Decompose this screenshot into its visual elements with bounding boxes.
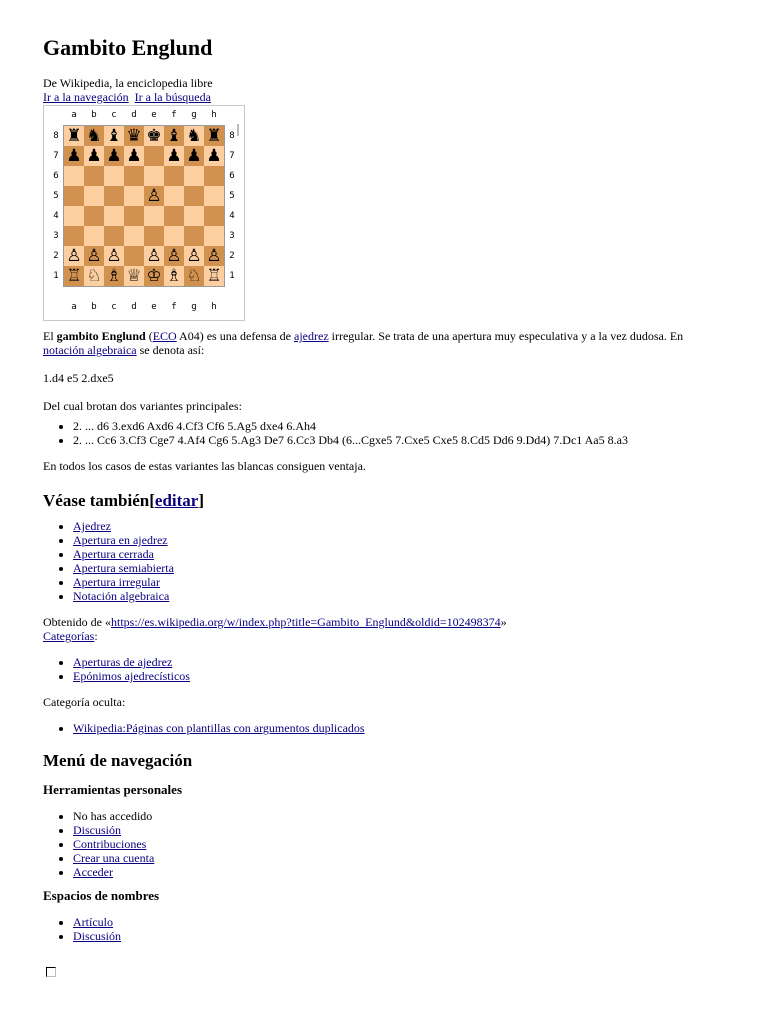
hidden-category-label: Categoría oculta: <box>43 695 126 709</box>
board-square-g6 <box>184 166 204 186</box>
variants-intro: Del cual brotan dos variantes principales: <box>43 399 242 413</box>
list-item <box>73 837 733 851</box>
rank-label: 3 <box>53 231 59 241</box>
talk-link[interactable]: Discusión <box>73 823 121 837</box>
board-square-e2: ♙ <box>144 246 164 266</box>
intro-text: El <box>43 329 57 343</box>
file-labels-top <box>64 110 224 120</box>
variants-list <box>43 419 733 447</box>
board-square-a6 <box>64 166 84 186</box>
board-square-c4 <box>104 206 124 226</box>
board-square-d6 <box>124 166 144 186</box>
nav-menu-heading: Menú de navegación <box>43 751 193 770</box>
file-label: c <box>111 110 117 120</box>
board-square-c8: ♝ <box>104 126 124 146</box>
rank-label: 7 <box>229 151 235 161</box>
intro-text: A04) es una defensa de <box>176 329 295 343</box>
board-square-b4 <box>84 206 104 226</box>
board-square-f8: ♝ <box>164 126 184 146</box>
rank-label: 4 <box>229 211 235 221</box>
moves-text: 1.d4 e5 2.dxe5 <box>43 371 114 385</box>
board-square-e3 <box>144 226 164 246</box>
list-item: • 2. ... d6 3.exd6 Axd6 4.Cf3 Cf6 5.Ag5 dxe4 6.Ah4 <box>73 419 733 433</box>
intro-text: ( <box>145 329 153 343</box>
hidden-category-link[interactable]: Wikipedia:Páginas con plantillas con argumentos duplicados <box>73 721 365 735</box>
source-line <box>43 615 733 629</box>
rank-label: 1 <box>229 271 235 281</box>
file-label: h <box>211 302 217 312</box>
board-square-g8: ♞ <box>184 126 204 146</box>
board-square-d7: ♟ <box>124 146 144 166</box>
board-square-b8: ♞ <box>84 126 104 146</box>
file-label: d <box>131 302 137 312</box>
talk-tab-link[interactable]: Discusión <box>73 929 121 943</box>
board-square-h4 <box>204 206 224 226</box>
edit-section-link[interactable]: editar <box>154 491 199 510</box>
see-also-link[interactable]: Apertura irregular <box>73 575 160 589</box>
rank-label: 2 <box>53 251 59 261</box>
file-labels-bottom <box>64 302 224 312</box>
file-label: f <box>171 110 177 120</box>
board-square-b6 <box>84 166 104 186</box>
ajedrez-link[interactable]: ajedrez <box>294 329 329 343</box>
board-square-e8: ♚ <box>144 126 164 146</box>
rank-label: 7 <box>53 151 59 161</box>
list-item <box>73 655 733 669</box>
board-square-h2: ♙ <box>204 246 224 266</box>
personal-tools-list <box>43 809 733 879</box>
list-item <box>73 669 733 683</box>
list-item <box>73 589 733 603</box>
board-square-d3 <box>124 226 144 246</box>
category-link[interactable]: Aperturas de ajedrez <box>73 655 173 669</box>
rank-label: 6 <box>229 171 235 181</box>
board-square-h6 <box>204 166 224 186</box>
board-square-h1: ♖ <box>204 266 224 286</box>
rank-label: 3 <box>229 231 235 241</box>
source-text: » <box>500 615 507 629</box>
list-item <box>73 929 733 943</box>
see-also-link[interactable]: Apertura cerrada <box>73 547 154 561</box>
scrollbar-indicator <box>237 124 239 136</box>
file-label: h <box>211 110 217 120</box>
board-square-c5 <box>104 186 124 206</box>
file-label: d <box>131 110 137 120</box>
board-square-d4 <box>124 206 144 226</box>
category-link[interactable]: Epónimos ajedrecísticos <box>73 669 190 683</box>
categories-link[interactable]: Categorías <box>43 629 95 643</box>
see-also-list <box>43 519 733 603</box>
intro-paragraph <box>43 329 733 357</box>
board-square-d2 <box>124 246 144 266</box>
board-square-h8: ♜ <box>204 126 224 146</box>
list-item: • 2. ... Cc6 3.Cf3 Cge7 4.Af4 Cg6 5.Ag3 De7 6.Cc3 Db4 (6...Cgxe5 7.Cxe5 Cxe5 8.Cd5 Dd6 9.Dd4) 7.Dc1 Aa5 8.a3 <box>73 433 733 447</box>
list-item: • No has accedido <box>73 809 733 823</box>
notacion-algebraica-link[interactable]: notación algebraica <box>43 343 137 357</box>
board-square-h5 <box>204 186 224 206</box>
rank-label: 4 <box>53 211 59 221</box>
list-item <box>73 865 733 879</box>
file-label: e <box>151 110 157 120</box>
board-square-e6 <box>144 166 164 186</box>
rank-label: 5 <box>53 191 59 201</box>
board-square-e1: ♔ <box>144 266 164 286</box>
list-item <box>73 561 733 575</box>
board-square-f3 <box>164 226 184 246</box>
colon: : <box>94 629 98 643</box>
board-square-h3 <box>204 226 224 246</box>
jump-to-search-link[interactable]: Ir a la búsqueda <box>134 90 211 104</box>
file-label: a <box>71 110 77 120</box>
file-label: g <box>191 302 197 312</box>
hidden-categories-list <box>43 721 733 735</box>
see-also-link[interactable]: Ajedrez <box>73 519 111 533</box>
personal-tools-heading: Herramientas personales <box>43 782 183 797</box>
source-url-link[interactable]: https://es.wikipedia.org/w/index.php?title=Gambito_Englund&oldid=102498374 <box>111 615 501 629</box>
board-square-f6 <box>164 166 184 186</box>
chess-board <box>63 125 225 287</box>
board-square-e4 <box>144 206 164 226</box>
board-square-c6 <box>104 166 124 186</box>
board-square-g5 <box>184 186 204 206</box>
intro-text: se denota así: <box>136 343 205 357</box>
board-square-b5 <box>84 186 104 206</box>
source-text: Obtenido de « <box>43 615 111 629</box>
heading-text: Véase también <box>43 491 150 510</box>
rank-label: 5 <box>229 191 235 201</box>
board-square-d8: ♛ <box>124 126 144 146</box>
list-item <box>73 823 733 837</box>
file-label: g <box>191 110 197 120</box>
board-square-g1: ♘ <box>184 266 204 286</box>
rank-label: 6 <box>53 171 59 181</box>
board-square-f5 <box>164 186 184 206</box>
categories-label-line <box>43 629 733 643</box>
board-square-e5: ♙ <box>144 186 164 206</box>
board-square-f1: ♗ <box>164 266 184 286</box>
rank-labels-right <box>226 126 238 286</box>
checkbox[interactable] <box>46 967 56 977</box>
board-square-a8: ♜ <box>64 126 84 146</box>
rank-label: 2 <box>229 251 235 261</box>
board-square-f2: ♙ <box>164 246 184 266</box>
intro-text: irregular. Se trata de una apertura muy especulativa y a la vez dudosa. En <box>328 329 684 343</box>
namespaces-list <box>43 915 733 943</box>
jump-to-navigation-link[interactable]: Ir a la navegación <box>43 90 129 104</box>
chess-diagram <box>43 105 245 321</box>
board-square-g3 <box>184 226 204 246</box>
list-item <box>73 533 733 547</box>
tagline: De Wikipedia, la enciclopedia libre <box>43 76 213 90</box>
list-item <box>73 547 733 561</box>
board-square-c1: ♗ <box>104 266 124 286</box>
rank-label: 8 <box>229 131 235 141</box>
page-title: Gambito Englund <box>43 35 213 60</box>
board-square-a4 <box>64 206 84 226</box>
board-square-e7 <box>144 146 164 166</box>
rank-label: 1 <box>53 271 59 281</box>
board-square-c7: ♟ <box>104 146 124 166</box>
file-label: e <box>151 302 157 312</box>
board-square-g7: ♟ <box>184 146 204 166</box>
list-item <box>73 851 733 865</box>
board-square-b3 <box>84 226 104 246</box>
board-square-a7: ♟ <box>64 146 84 166</box>
board-square-g2: ♙ <box>184 246 204 266</box>
board-square-c2: ♙ <box>104 246 124 266</box>
board-square-c3 <box>104 226 124 246</box>
board-square-f4 <box>164 206 184 226</box>
board-square-a1: ♖ <box>64 266 84 286</box>
board-square-a2: ♙ <box>64 246 84 266</box>
intro-bold-term: gambito Englund <box>56 329 146 343</box>
list-item <box>73 721 733 735</box>
rank-label: 8 <box>53 131 59 141</box>
board-square-g4 <box>184 206 204 226</box>
article-tab-link[interactable]: Artículo <box>73 915 113 929</box>
bracket: ] <box>198 491 205 510</box>
board-square-b2: ♙ <box>84 246 104 266</box>
board-square-a5 <box>64 186 84 206</box>
categories-list <box>43 655 733 683</box>
list-item <box>73 575 733 589</box>
namespaces-heading: Espacios de nombres <box>43 888 160 903</box>
board-square-d1: ♕ <box>124 266 144 286</box>
file-label: c <box>111 302 117 312</box>
board-square-b1: ♘ <box>84 266 104 286</box>
file-label: b <box>91 110 97 120</box>
see-also-link[interactable]: Notación algebraica <box>73 589 170 603</box>
jump-links <box>43 90 733 104</box>
board-square-d5 <box>124 186 144 206</box>
article <box>43 32 733 943</box>
rank-labels-left <box>50 126 62 286</box>
create-account-link[interactable]: Crear una cuenta <box>73 851 155 865</box>
see-also-link[interactable]: Apertura semiabierta <box>73 561 174 575</box>
board-square-b7: ♟ <box>84 146 104 166</box>
list-item <box>73 519 733 533</box>
board-square-a3 <box>64 226 84 246</box>
bracket: [ <box>149 491 155 510</box>
list-item <box>73 915 733 929</box>
file-label: a <box>71 302 77 312</box>
see-also-heading <box>43 489 733 513</box>
conclusion-text: En todos los casos de estas variantes las blancas consiguen ventaja. <box>43 459 366 473</box>
contributions-link[interactable]: Contribuciones <box>73 837 147 851</box>
board-square-h7: ♟ <box>204 146 224 166</box>
eco-link[interactable]: ECO <box>152 329 177 343</box>
article-body <box>43 329 733 943</box>
see-also-link[interactable]: Apertura en ajedrez <box>73 533 168 547</box>
login-link[interactable]: Acceder <box>73 865 113 879</box>
board-square-f7: ♟ <box>164 146 184 166</box>
file-label: b <box>91 302 97 312</box>
file-label: f <box>171 302 177 312</box>
